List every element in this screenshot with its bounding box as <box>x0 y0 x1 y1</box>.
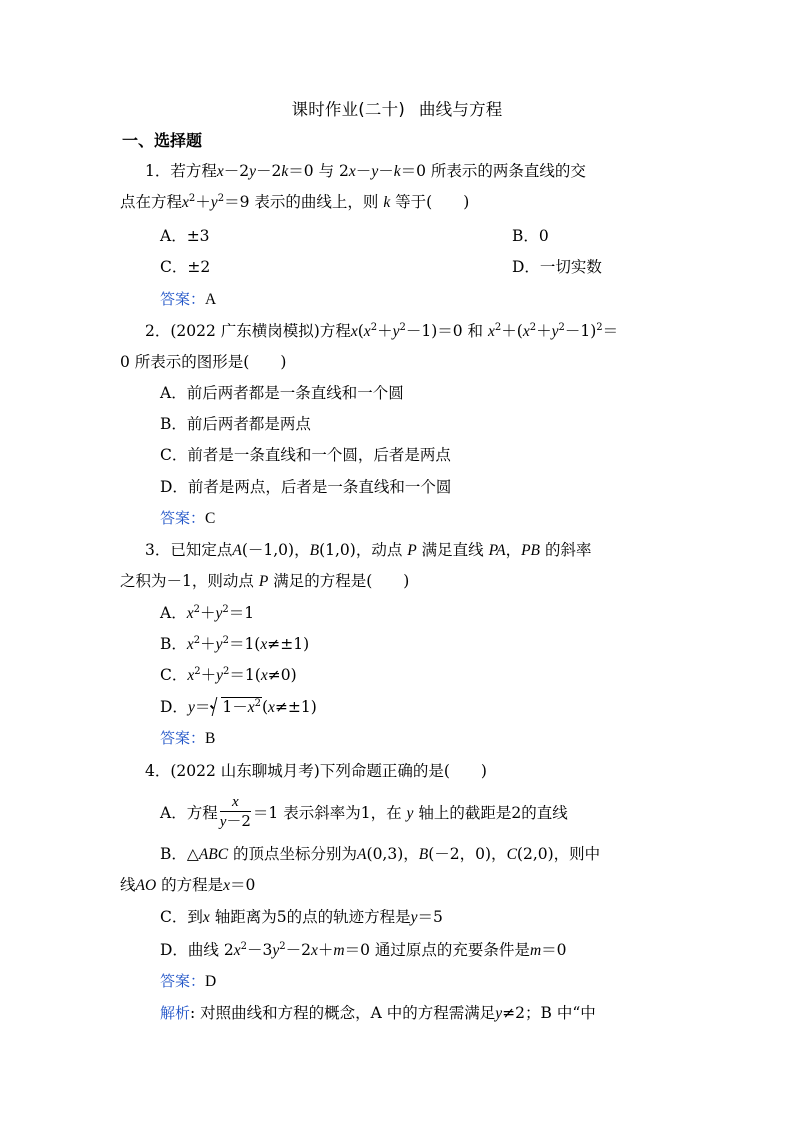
answer-value: C <box>205 510 216 527</box>
section-heading: 一、选择题 <box>122 131 203 150</box>
q4-text: A．方程 <box>160 804 218 822</box>
q4-option-b: B．△ABC 的顶点坐标分别为A(0,3)，B(－2，0)，C(2,0)，则中 <box>160 845 601 863</box>
answer-value: B <box>205 730 216 747</box>
q2-text: 和 <box>467 322 484 340</box>
q3-option-c: C．$x^2+y^2=1(x\ne 0)$ <box>160 666 297 684</box>
q3-line2: 之积为－1，则动点 P 满足的方程是( ) <box>120 572 410 590</box>
q1-line2: 点在方程$x^2+y^2=9$ 表示的曲线上，则 k 等于( ) <box>120 193 470 211</box>
q4-text: D．曲线 <box>160 941 219 959</box>
answer-value: D <box>205 973 217 990</box>
q2-line1: 2．(2022 广东横岗模拟)方程$x(x^2+y^2-1)=0$ 和 $x^2+(x^2+y^2-1)^2=$ <box>145 322 619 340</box>
q3-text: ，动点 <box>355 541 403 559</box>
q4-answer <box>160 970 216 993</box>
q3-option-a: A．$x^2+y^2=1$ <box>160 604 255 622</box>
q2-option-d: D．前者是两点，后者是一条直线和一个圆 <box>160 478 452 496</box>
analysis-text: : 对照曲线和方程的概念，A 中的方程需满足 <box>190 1004 496 1022</box>
q1-answer <box>160 288 216 311</box>
q4-text: B．△ <box>160 845 199 863</box>
q2-text: 2．(2022 广东横岗模拟)方程 <box>145 322 351 340</box>
answer-label: 答案： <box>160 972 206 990</box>
q2-option-c: C．前者是一条直线和一个圆，后者是两点 <box>160 446 451 464</box>
q4-text: ，则中 <box>553 845 601 863</box>
q3-text: 满足的方程是( ) <box>273 572 410 590</box>
analysis-label: 解析 <box>160 1004 191 1022</box>
title-main: 课时作业(二十) <box>291 100 405 119</box>
q3-line1: 3．已知定点A(－1,0)，B(1,0)，动点 P 满足直线 PA，PB 的斜率 <box>145 541 592 559</box>
q4-text: 通过原点的充要条件是 <box>374 941 530 959</box>
q3-answer <box>160 727 215 750</box>
q3-option-d: D．y＝ $1-x^2(x\ne\pm 1)$ <box>160 696 317 719</box>
q1-option-a: A．±3 <box>160 227 210 245</box>
q1-option-c: C．±2 <box>160 258 211 276</box>
answer-label: 答案： <box>160 509 206 527</box>
q1-text: 表示的曲线上，则 <box>254 193 379 211</box>
q3-text: 之积为－1，则动点 <box>120 572 254 590</box>
q4-text: 的方程是 <box>161 876 224 894</box>
page-title <box>0 96 794 120</box>
q4-line1: 4．(2022 山东聊城月考)下列命题正确的是( ) <box>145 762 487 780</box>
title-sub: 曲线与方程 <box>418 100 503 119</box>
answer-value: A <box>205 291 217 308</box>
sqrt-symbol: $1-x^2$ <box>210 696 262 719</box>
q1-text: 点在方程 <box>120 193 183 211</box>
q4-text: C．到 <box>160 908 203 926</box>
answer-label: 答案： <box>160 729 206 747</box>
q4-text: 表示斜率为1，在 <box>283 804 402 822</box>
q2-option-b: B．前后两者都是两点 <box>160 415 311 433</box>
q4-text: 的顶点坐标分别为 <box>233 845 358 863</box>
q4-option-b-cont: 线AO 的方程是x＝0 <box>120 876 256 894</box>
q2-answer <box>160 507 215 530</box>
q4-option-a: A．方程 $\frac{x}{y-2}$ ＝1 表示斜率为1，在 y 轴上的截距是2的直线 <box>160 794 568 830</box>
answer-label: 答案： <box>160 290 206 308</box>
q1-line1: 1．若方程x－2y－2k＝0 与 2x－y－k＝0 所表示的两条直线的交 <box>145 162 586 180</box>
q2-option-a: A．前后两者都是一条直线和一个圆 <box>160 384 404 402</box>
q4-analysis: 解析: 对照曲线和方程的概念，A 中的方程需满足y≠2；B 中“中 <box>160 1004 596 1022</box>
q4-text: 轴上的截距是2的直线 <box>418 804 568 822</box>
q3-option-b: B．$x^2+y^2=1(x\ne\pm 1)$ <box>160 635 310 653</box>
q1-text: 与 <box>318 162 335 180</box>
q3-text: 3．已知定点 <box>145 541 233 559</box>
q4-text: 轴距离为5的点的轨迹方程是 <box>214 908 411 926</box>
q2-line2: 0 所表示的图形是( ) <box>120 353 287 371</box>
q3-text: 的斜率 <box>544 541 592 559</box>
q1-option-d: D．一切实数 <box>512 258 602 276</box>
q1-text: 1．若方程 <box>145 162 217 180</box>
q4-option-c: C．到x 轴距离为5的点的轨迹方程是y＝5 <box>160 908 443 926</box>
analysis-text: ；B 中“中 <box>525 1004 596 1022</box>
fraction: $\frac{x}{y-2}$ <box>219 794 251 830</box>
q1-option-b: B．0 <box>512 227 549 245</box>
q1-text: 等于( ) <box>395 193 470 211</box>
q4-text: 线 <box>120 876 136 894</box>
q3-text: 满足直线 <box>421 541 484 559</box>
q4-option-d: D．曲线 $2x^2-3y^2-2x+m=0$ 通过原点的充要条件是m＝0 <box>160 941 567 959</box>
q1-text: 所表示的两条直线的交 <box>430 162 586 180</box>
